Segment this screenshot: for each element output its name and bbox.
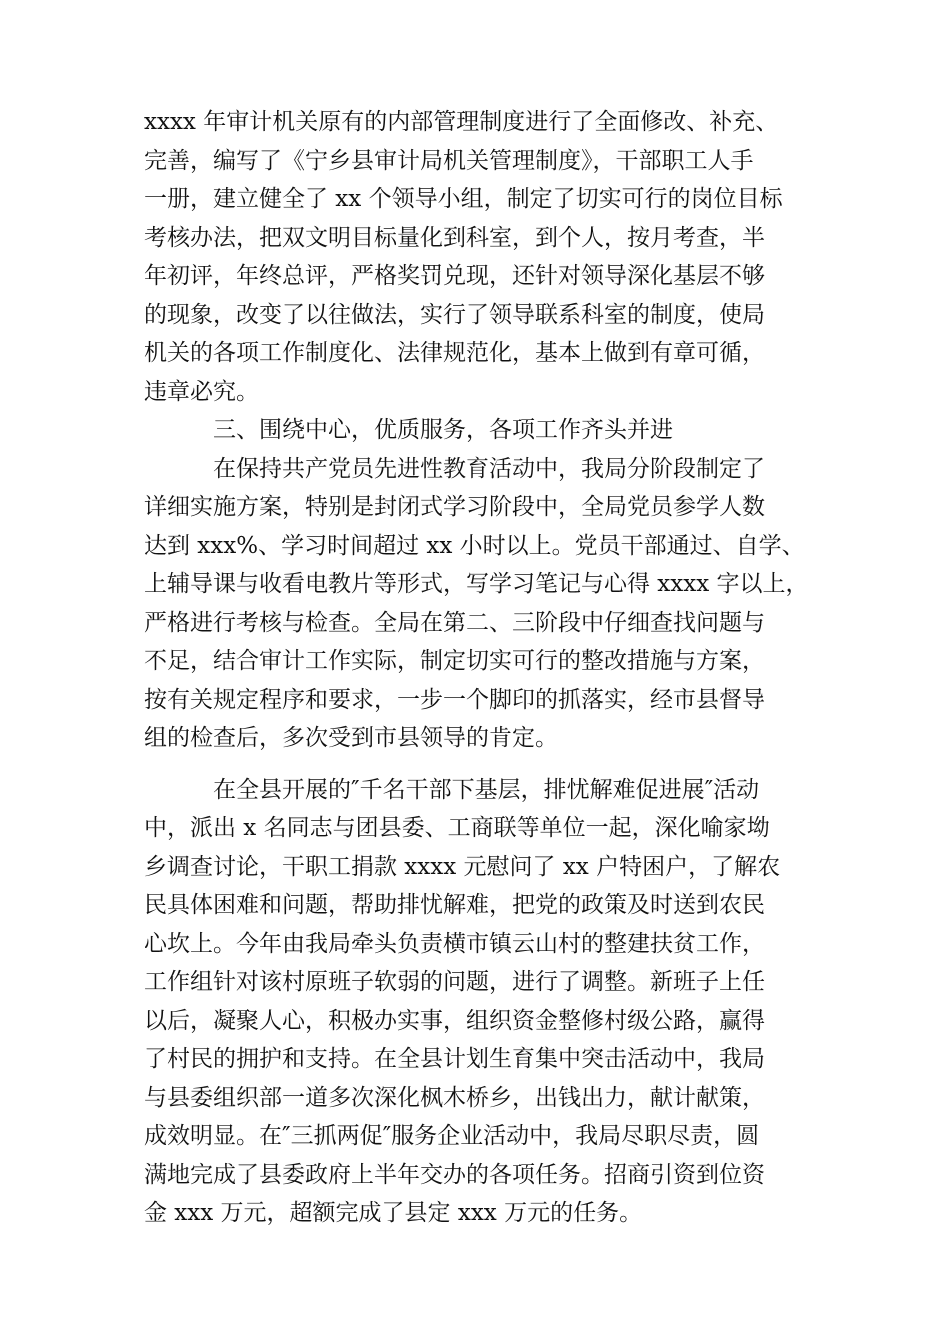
paragraph-line: 在保持共产党员先进性教育活动中，我局分阶段制定了 <box>213 455 765 482</box>
paragraph-line: 的现象，改变了以往做法，实行了领导联系科室的制度，使局 <box>144 301 765 328</box>
paragraph-line: 考核办法，把双文明目标量化到科室，到个人，按月考查，半 <box>144 224 765 251</box>
paragraph-line: 不足，结合审计工作实际，制定切实可行的整改措施与方案， <box>144 648 765 674</box>
paragraph-line: 年初评，年终总评，严格奖罚兑现，还针对领导深化基层不够 <box>144 263 765 289</box>
paragraph-line: 工作组针对该村原班子软弱的问题，进行了调整。新班子上任 <box>144 969 765 995</box>
paragraph-line: 心坎上。今年由我局牵头负责横市镇云山村的整建扶贫工作， <box>144 930 765 957</box>
paragraph-line: 详细实施方案，特别是封闭式学习阶段中，全局党员参学人数 <box>144 494 765 520</box>
paragraph-line: 严格进行考核与检查。全局在第二、三阶段中仔细查找问题与 <box>144 609 765 636</box>
paragraph-line: 了村民的拥护和支持。在全县计划生育集中突击活动中，我局 <box>144 1046 765 1072</box>
paragraph-line: 金 xxx 万元，超额完成了县定 xxx 万元的任务。 <box>144 1200 643 1226</box>
paragraph-management-system <box>144 103 824 411</box>
paragraph-education-activity <box>144 450 824 758</box>
paragraph-line: 达到 xxx%、学习时间超过 xx 小时以上。党员干部通过、自学、 <box>144 532 805 559</box>
paragraph-line: 违章必究。 <box>144 378 259 405</box>
paragraph-line: 乡调查讨论，干职工捐款 xxxx 元慰问了 xx 户特困户，了解农 <box>144 853 781 880</box>
paragraph-line: xxxx 年审计机关原有的内部管理制度进行了全面修改、补充、 <box>144 109 779 135</box>
paragraph-line: 成效明显。在″三抓两促″服务企业活动中，我局尽职尽责，圆 <box>144 1123 760 1149</box>
paragraph-line: 按有关规定程序和要求，一步一个脚印的抓落实，经市县督导 <box>144 686 765 713</box>
paragraph-line: 中，派出 x 名同志与团县委、工商联等单位一起，深化喻家坳 <box>144 815 770 841</box>
paragraph-line: 与县委组织部一道多次深化枫木桥乡，出钱出力，献计献策， <box>144 1084 765 1111</box>
paragraph-line: 上辅导课与收看电教片等形式，写学习笔记与心得 xxxx 字以上， <box>144 571 809 597</box>
paragraph-line: 在全县开展的″千名干部下基层，排忧解难促进展″活动 <box>213 776 760 803</box>
paragraph-line: 满地完成了县委政府上半年交办的各项任务。招商引资到位资 <box>144 1161 765 1188</box>
paragraph-grassroots-activity <box>144 771 824 1233</box>
paragraph-line: 机关的各项工作制度化、法律规范化，基本上做到有章可循， <box>144 340 765 366</box>
paragraph-line: 民具体困难和问题，帮助排忧解难，把党的政策及时送到农民 <box>144 892 765 918</box>
section-heading: 三、围绕中心，优质服务，各项工作齐头并进 <box>213 417 673 443</box>
paragraph-line: 以后，凝聚人心，积极办实事，组织资金整修村级公路，赢得 <box>144 1007 765 1034</box>
paragraph-line: 组的检查后，多次受到市县领导的肯定。 <box>144 725 558 751</box>
paragraph-line: 完善，编写了《宁乡县审计局机关管理制度》，干部职工人手 <box>144 147 754 174</box>
paragraph-line: 一册，建立健全了 xx 个领导小组，制定了切实可行的岗位目标 <box>144 186 783 212</box>
document-body <box>144 103 824 1233</box>
